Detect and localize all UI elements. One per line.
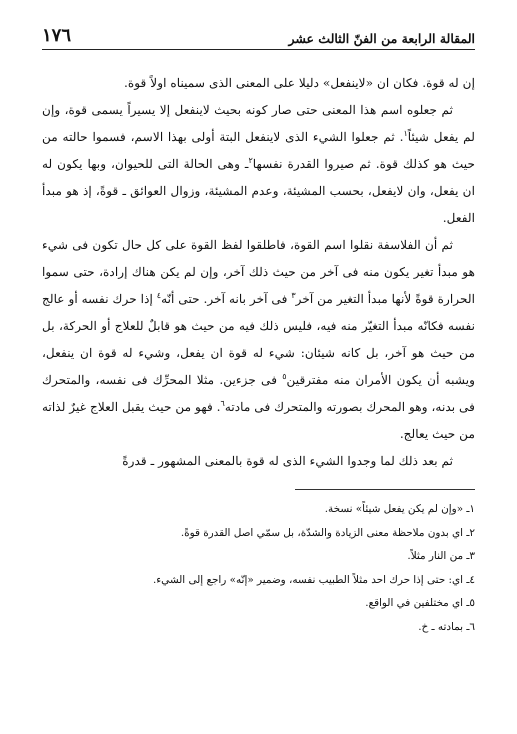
footnote: ٤ـ اي: حتى إذا حرك احد مثلاً الطبيب نفسه، وضمير «إنّه» راجع إلى الشيء.	[152, 573, 475, 586]
footnote-marker: ٢	[248, 155, 253, 165]
paragraph-text: ثم بعد ذلك لما وجدوا الشيء الذى له قوة بالمعنى المشهور ـ قدرةً	[122, 454, 453, 468]
footnote-marker: ٤	[156, 290, 162, 300]
footnotes	[42, 498, 475, 639]
main-text	[42, 70, 475, 475]
footnote-marker: ٥	[282, 371, 287, 381]
paragraph-text: فى جزءين. مثلا المحرِّك فى نفسه، والمتحرك فى بدنه، وهو المحرك بصورته والمتحرك فى مادته	[42, 373, 475, 414]
footnote: ٥ـ اي مختلفين في الواقع.	[365, 597, 475, 609]
paragraph-text: إن له قوة. فكان ان «لاينفعل» دليلا على المعنى الذى سميناه اولاً قوة.	[124, 76, 475, 90]
running-title: المقالة الرابعة من الفنّ الثالث عشر	[288, 31, 475, 46]
paragraph-text: ـ وهى الحالة التى للحيوان، وبها يكون له ان يفعل، وان لايفعل، بحسب المشيئة، وعدم المشيئة، وزوال العوائق ـ قوةً، إذ هو مبدأ الفعل.	[42, 157, 475, 225]
footnote: ٢ـ اي بدون ملاحظة معنى الزيادة والشدّة، بل سمّي اصل القدرة قوةً.	[180, 526, 475, 539]
paragraph-text: . ثم جعلوا الشيء الذى لاينفعل البتة أولى بهذا الاسم، فسموا حالته من حيث هو كذلك قوة. ثم صيروا القدرة نفسها	[42, 130, 475, 171]
paragraph-text: ثم جعلوه اسم هذا المعنى حتى صار كونه بحيث لاينفعل إلا يسيراً يسمى قوة، وإن لم يفعل شيئاً	[42, 103, 475, 144]
paragraph	[42, 70, 475, 97]
paragraph-text: . فهو من حيث يقبل العلاج غيرٌ لذاته من حيث يعالج.	[42, 400, 475, 441]
footnote-marker: ٦	[220, 398, 225, 408]
footnote: ٦ـ بمادته ـ خ.	[418, 620, 475, 633]
footnote: ١ـ «وإن لم يكن يفعل شيئاً» نسخة.	[324, 503, 475, 515]
footnote: ٣ـ من النار مثلاً.	[407, 550, 475, 562]
footnote-marker: ٣	[291, 290, 296, 300]
paragraph	[42, 97, 475, 232]
paragraph	[42, 232, 475, 448]
paragraph-text: إذا حرك نفسه أو عالج نفسه فكانّه مبدأ التغيّر منه فيه، فليس ذلك فيه من حيث هو قابلٌ للعلاج أو الحركة، بل من حيث هو آخر، بل كانه شيئان: شيء له قوة ان يفعل، وشيء له قوة ان ينفعل، ويشبه أن يكون الأمران منه مفترقين	[42, 292, 475, 387]
page-number: ١٧٦	[42, 25, 72, 46]
paragraph	[42, 448, 475, 475]
paragraph-text: فى آخر بانه آخر. حتى أنّه	[161, 292, 292, 306]
paragraph-text: ثم أن الفلاسفة نقلوا اسم القوة، فاطلقوا لفظ القوة على كل حال تكون فى شيء هو مبدأ تغير يكون منه فى آخر من حيث ذلك آخر، وإن لم يكن هناك إرادة، حتى سموا الحرارة قوةً لأنها مبدأ التغير من آخر	[42, 238, 475, 306]
page-header	[42, 20, 475, 50]
footnote-divider	[295, 489, 475, 490]
footnote-marker: ١	[403, 128, 408, 138]
